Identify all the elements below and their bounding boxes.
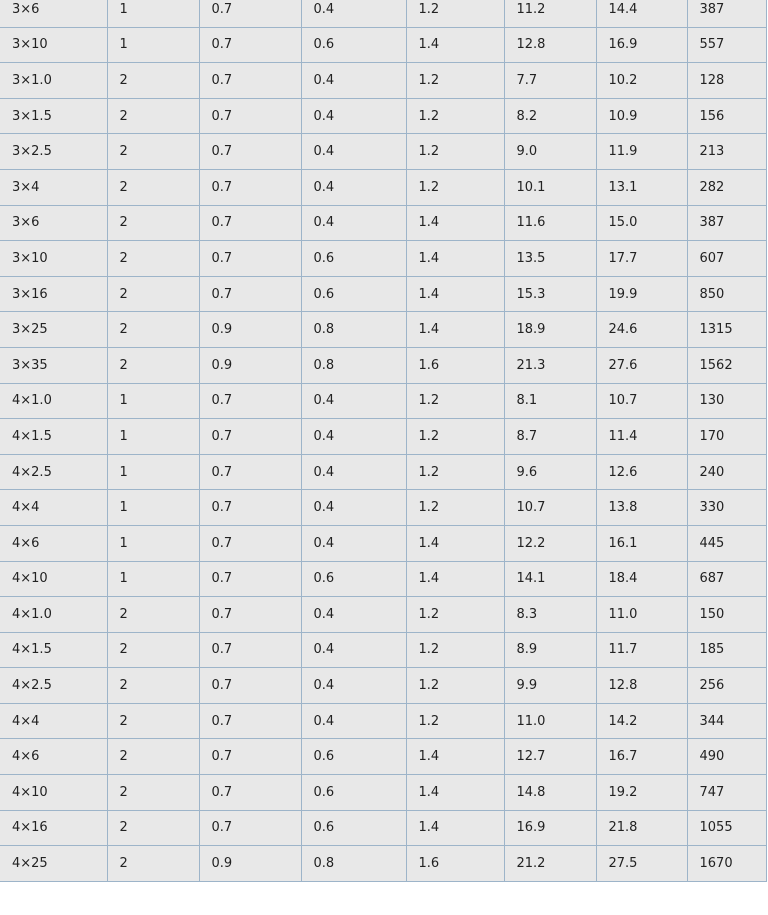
table-cell: 0.7 — [199, 775, 301, 811]
table-cell: 2 — [107, 98, 199, 134]
table-cell: 185 — [687, 632, 766, 668]
table-cell: 4×6 — [0, 525, 107, 561]
table-cell: 1.4 — [406, 205, 504, 241]
table-row — [0, 134, 766, 170]
table-cell: 445 — [687, 525, 766, 561]
table-cell: 18.9 — [504, 312, 596, 348]
table-cell: 0.6 — [301, 241, 406, 277]
table-row — [0, 739, 766, 775]
table-cell: 2 — [107, 205, 199, 241]
table-cell: 0.4 — [301, 383, 406, 419]
table-cell: 2 — [107, 597, 199, 633]
table-cell: 0.4 — [301, 668, 406, 704]
table-row — [0, 312, 766, 348]
table-cell: 16.9 — [596, 27, 687, 63]
table-cell: 1 — [107, 27, 199, 63]
table-cell: 387 — [687, 205, 766, 241]
table-cell: 0.4 — [301, 454, 406, 490]
table-cell: 4×1.0 — [0, 383, 107, 419]
table-cell: 0.9 — [199, 347, 301, 383]
table-cell: 1670 — [687, 846, 766, 882]
table-row — [0, 205, 766, 241]
table-cell: 18.4 — [596, 561, 687, 597]
table-cell: 1 — [107, 383, 199, 419]
table-cell: 0.8 — [301, 312, 406, 348]
table-cell: 14.4 — [596, 0, 687, 27]
table-cell: 2 — [107, 134, 199, 170]
table-cell: 3×1.0 — [0, 63, 107, 99]
table-cell: 11.0 — [596, 597, 687, 633]
table-cell: 3×10 — [0, 27, 107, 63]
table-cell: 9.9 — [504, 668, 596, 704]
table-row — [0, 276, 766, 312]
table-cell: 10.1 — [504, 169, 596, 205]
table-cell: 11.0 — [504, 703, 596, 739]
table-cell: 1.2 — [406, 419, 504, 455]
table-cell: 10.9 — [596, 98, 687, 134]
table-cell: 12.7 — [504, 739, 596, 775]
table-cell: 1 — [107, 490, 199, 526]
table-cell: 0.7 — [199, 383, 301, 419]
table-cell: 0.6 — [301, 276, 406, 312]
table-cell: 3×2.5 — [0, 134, 107, 170]
table-row — [0, 169, 766, 205]
table-cell: 490 — [687, 739, 766, 775]
table-cell: 19.2 — [596, 775, 687, 811]
table-cell: 1.2 — [406, 703, 504, 739]
table-cell: 16.1 — [596, 525, 687, 561]
table-cell: 2 — [107, 241, 199, 277]
table-cell: 0.9 — [199, 312, 301, 348]
table-cell: 0.6 — [301, 775, 406, 811]
table-cell: 0.6 — [301, 739, 406, 775]
table-cell: 4×10 — [0, 561, 107, 597]
table-cell: 8.9 — [504, 632, 596, 668]
table-cell: 21.2 — [504, 846, 596, 882]
table-cell: 3×16 — [0, 276, 107, 312]
table-cell: 1.2 — [406, 490, 504, 526]
table-row — [0, 561, 766, 597]
table-cell: 387 — [687, 0, 766, 27]
table-cell: 2 — [107, 347, 199, 383]
table-cell: 1562 — [687, 347, 766, 383]
table-cell: 14.1 — [504, 561, 596, 597]
table-cell: 0.7 — [199, 27, 301, 63]
table-cell: 3×25 — [0, 312, 107, 348]
table-cell: 1.2 — [406, 383, 504, 419]
table-cell: 0.8 — [301, 846, 406, 882]
table-cell: 2 — [107, 846, 199, 882]
table-cell: 15.3 — [504, 276, 596, 312]
table-cell: 0.7 — [199, 703, 301, 739]
table-cell: 0.7 — [199, 0, 301, 27]
table-cell: 1.2 — [406, 632, 504, 668]
table-cell: 0.7 — [199, 810, 301, 846]
table-cell: 0.7 — [199, 739, 301, 775]
table-cell: 1.4 — [406, 739, 504, 775]
table-cell: 1.2 — [406, 597, 504, 633]
table-row — [0, 454, 766, 490]
table-cell: 12.8 — [596, 668, 687, 704]
table-cell: 13.1 — [596, 169, 687, 205]
table-row — [0, 63, 766, 99]
table-cell: 14.8 — [504, 775, 596, 811]
table-cell: 0.7 — [199, 98, 301, 134]
table-cell: 0.7 — [199, 454, 301, 490]
table-cell: 0.7 — [199, 205, 301, 241]
table-cell: 687 — [687, 561, 766, 597]
table-cell: 0.4 — [301, 490, 406, 526]
table-cell: 12.6 — [596, 454, 687, 490]
table-cell: 12.2 — [504, 525, 596, 561]
table-cell: 12.8 — [504, 27, 596, 63]
table-cell: 4×25 — [0, 846, 107, 882]
table-cell: 256 — [687, 668, 766, 704]
table-cell: 7.7 — [504, 63, 596, 99]
table-cell: 330 — [687, 490, 766, 526]
table-cell: 4×1.5 — [0, 419, 107, 455]
table-cell: 0.7 — [199, 134, 301, 170]
table-cell: 2 — [107, 169, 199, 205]
table-cell: 1055 — [687, 810, 766, 846]
table-cell: 0.7 — [199, 597, 301, 633]
table-cell: 0.4 — [301, 205, 406, 241]
table-cell: 1315 — [687, 312, 766, 348]
table-row — [0, 383, 766, 419]
table-cell: 24.6 — [596, 312, 687, 348]
table-cell: 1 — [107, 561, 199, 597]
table-cell: 1.2 — [406, 454, 504, 490]
table-cell: 1.4 — [406, 312, 504, 348]
table-cell: 0.4 — [301, 98, 406, 134]
table-cell: 11.7 — [596, 632, 687, 668]
table-cell: 0.7 — [199, 419, 301, 455]
table-cell: 4×10 — [0, 775, 107, 811]
table-cell: 3×1.5 — [0, 98, 107, 134]
table-cell: 170 — [687, 419, 766, 455]
table-row — [0, 241, 766, 277]
table-cell: 0.6 — [301, 810, 406, 846]
table-cell: 10.7 — [596, 383, 687, 419]
table-cell: 11.6 — [504, 205, 596, 241]
table-cell: 282 — [687, 169, 766, 205]
table-cell: 0.9 — [199, 846, 301, 882]
table-cell: 4×2.5 — [0, 668, 107, 704]
table-cell: 8.3 — [504, 597, 596, 633]
table-cell: 130 — [687, 383, 766, 419]
table-row — [0, 775, 766, 811]
table-cell: 1 — [107, 525, 199, 561]
table-cell: 1.4 — [406, 775, 504, 811]
table-row — [0, 597, 766, 633]
table-cell: 4×4 — [0, 490, 107, 526]
table-cell: 0.4 — [301, 597, 406, 633]
table-row — [0, 0, 766, 27]
table-cell: 21.3 — [504, 347, 596, 383]
table-cell: 10.7 — [504, 490, 596, 526]
table-cell: 1.4 — [406, 525, 504, 561]
table-cell: 2 — [107, 739, 199, 775]
table-cell: 213 — [687, 134, 766, 170]
table-cell: 557 — [687, 27, 766, 63]
table-cell: 4×6 — [0, 739, 107, 775]
table-cell: 0.4 — [301, 419, 406, 455]
table-cell: 1.4 — [406, 276, 504, 312]
table-row — [0, 419, 766, 455]
table-row — [0, 347, 766, 383]
table-cell: 3×4 — [0, 169, 107, 205]
table-row — [0, 27, 766, 63]
table-cell: 344 — [687, 703, 766, 739]
table-cell: 1.2 — [406, 169, 504, 205]
table-cell: 0.4 — [301, 134, 406, 170]
table-cell: 0.4 — [301, 632, 406, 668]
table-cell: 747 — [687, 775, 766, 811]
table-cell: 1.6 — [406, 846, 504, 882]
table-cell: 8.7 — [504, 419, 596, 455]
table-cell: 1 — [107, 419, 199, 455]
table-cell: 3×10 — [0, 241, 107, 277]
table-cell: 14.2 — [596, 703, 687, 739]
table-cell: 1 — [107, 454, 199, 490]
table-cell: 8.2 — [504, 98, 596, 134]
table-cell: 2 — [107, 63, 199, 99]
table-row — [0, 703, 766, 739]
table-cell: 11.4 — [596, 419, 687, 455]
table-cell: 3×6 — [0, 205, 107, 241]
table-row — [0, 810, 766, 846]
table-cell: 2 — [107, 668, 199, 704]
table-cell: 9.6 — [504, 454, 596, 490]
table-cell: 27.5 — [596, 846, 687, 882]
table-cell: 4×16 — [0, 810, 107, 846]
table-cell: 128 — [687, 63, 766, 99]
table-cell: 0.4 — [301, 0, 406, 27]
table-cell: 3×6 — [0, 0, 107, 27]
table-cell: 1.4 — [406, 810, 504, 846]
table-cell: 2 — [107, 312, 199, 348]
table-cell: 0.7 — [199, 525, 301, 561]
table-cell: 8.1 — [504, 383, 596, 419]
table-cell: 0.7 — [199, 63, 301, 99]
table-cell: 2 — [107, 276, 199, 312]
table-cell: 11.2 — [504, 0, 596, 27]
table-cell: 4×2.5 — [0, 454, 107, 490]
table-cell: 1.4 — [406, 561, 504, 597]
table-cell: 0.4 — [301, 703, 406, 739]
table-row — [0, 525, 766, 561]
table-cell: 1.2 — [406, 134, 504, 170]
table-cell: 10.2 — [596, 63, 687, 99]
table-cell: 4×1.0 — [0, 597, 107, 633]
table-cell: 27.6 — [596, 347, 687, 383]
table-cell: 850 — [687, 276, 766, 312]
table-cell: 13.5 — [504, 241, 596, 277]
table-cell: 19.9 — [596, 276, 687, 312]
table-cell: 156 — [687, 98, 766, 134]
table-cell: 0.8 — [301, 347, 406, 383]
table-cell: 21.8 — [596, 810, 687, 846]
table-cell: 4×4 — [0, 703, 107, 739]
table-cell: 1 — [107, 0, 199, 27]
table-cell: 0.7 — [199, 169, 301, 205]
table-cell: 1.4 — [406, 241, 504, 277]
table-cell: 0.7 — [199, 668, 301, 704]
table-cell: 0.7 — [199, 276, 301, 312]
table-cell: 4×1.5 — [0, 632, 107, 668]
table-cell: 1.2 — [406, 63, 504, 99]
table-cell: 9.0 — [504, 134, 596, 170]
table-cell: 607 — [687, 241, 766, 277]
table-row — [0, 632, 766, 668]
table-cell: 0.4 — [301, 525, 406, 561]
table-row — [0, 98, 766, 134]
table-cell: 0.7 — [199, 561, 301, 597]
table-cell: 0.6 — [301, 561, 406, 597]
table-cell: 0.4 — [301, 63, 406, 99]
table-cell: 0.7 — [199, 632, 301, 668]
table-cell: 1.2 — [406, 668, 504, 704]
table-cell: 240 — [687, 454, 766, 490]
table-cell: 13.8 — [596, 490, 687, 526]
table-cell: 1.2 — [406, 98, 504, 134]
table-cell: 0.4 — [301, 169, 406, 205]
table-cell: 2 — [107, 703, 199, 739]
table-cell: 1.2 — [406, 0, 504, 27]
table-cell: 15.0 — [596, 205, 687, 241]
table-cell: 2 — [107, 775, 199, 811]
table-cell: 2 — [107, 810, 199, 846]
table-cell: 0.7 — [199, 490, 301, 526]
table-row — [0, 846, 766, 882]
table-cell: 1.4 — [406, 27, 504, 63]
table-cell: 17.7 — [596, 241, 687, 277]
table-cell: 16.9 — [504, 810, 596, 846]
table-row — [0, 668, 766, 704]
table-cell: 1.6 — [406, 347, 504, 383]
table-cell: 0.6 — [301, 27, 406, 63]
table-cell: 3×35 — [0, 347, 107, 383]
table-cell: 150 — [687, 597, 766, 633]
table-cell: 11.9 — [596, 134, 687, 170]
table-cell: 0.7 — [199, 241, 301, 277]
table-row — [0, 490, 766, 526]
table-cell: 2 — [107, 632, 199, 668]
table-cell: 16.7 — [596, 739, 687, 775]
